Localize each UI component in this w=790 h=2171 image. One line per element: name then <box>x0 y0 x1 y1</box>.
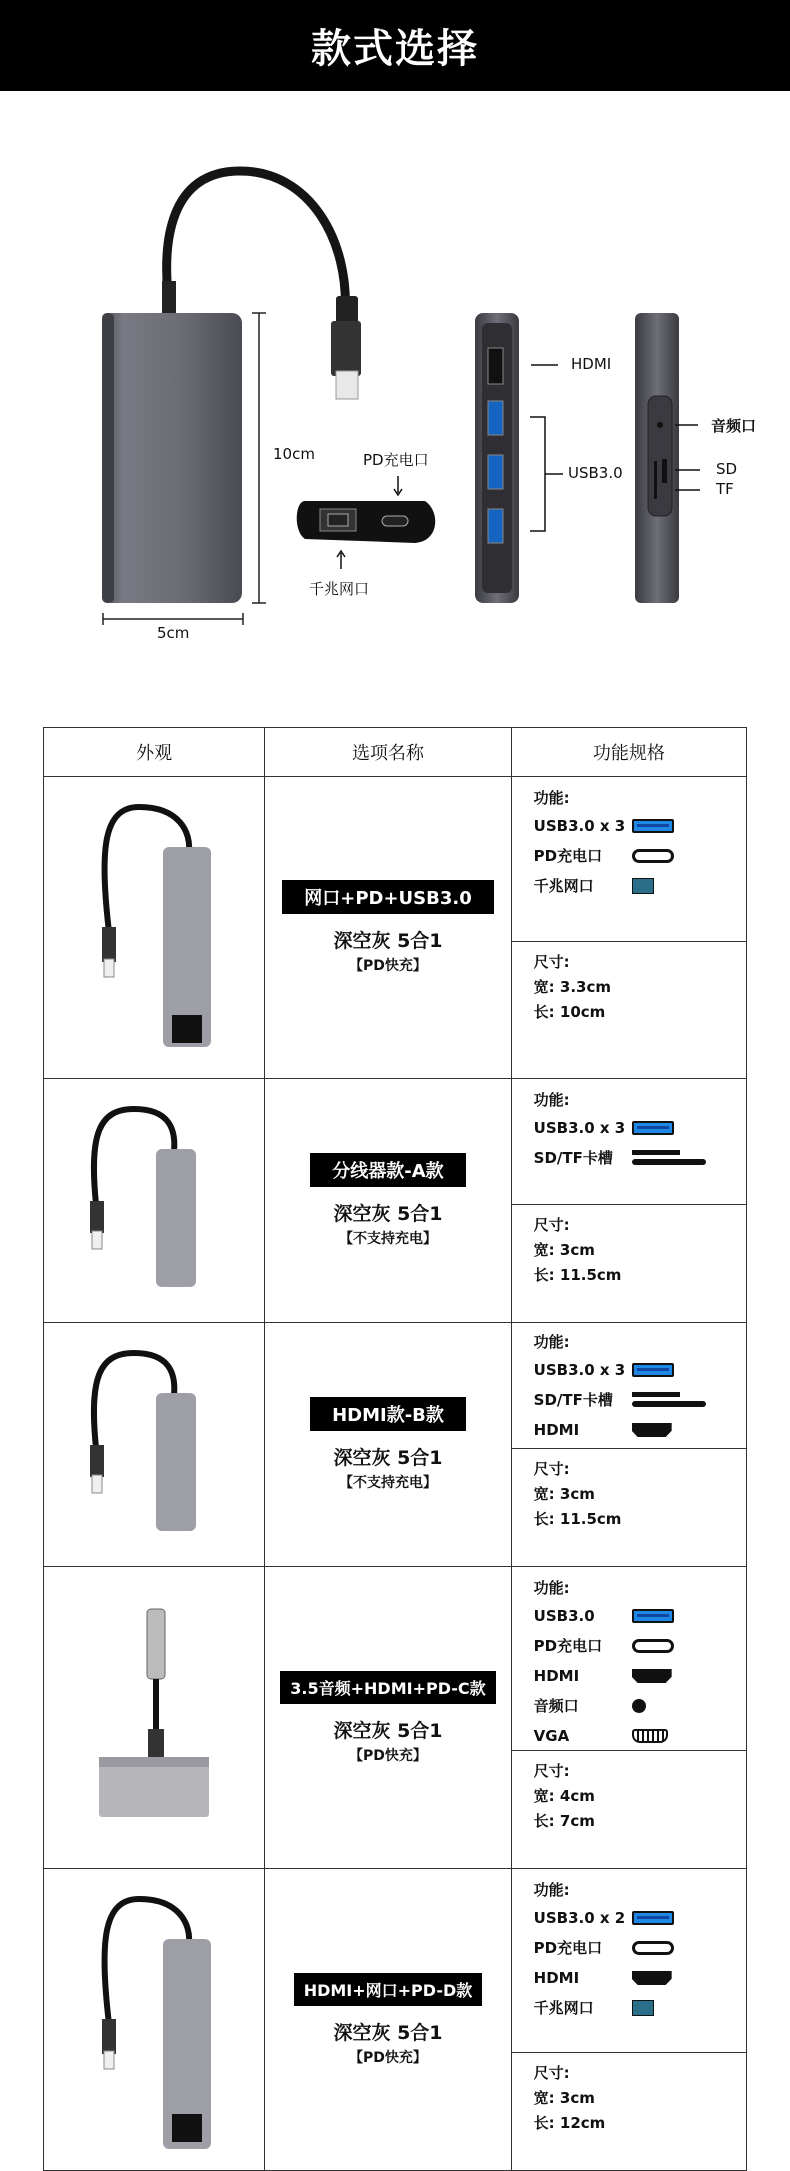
function-box <box>512 1869 746 2053</box>
option-badge: HDMI+网口+PD-D款 <box>294 1973 483 2006</box>
function-title: 功能: <box>533 789 570 807</box>
hdmi-icon <box>632 1669 672 1683</box>
hdmi-icon <box>632 1423 672 1437</box>
function-item: PD充电口 <box>534 1933 746 1963</box>
product-image <box>44 1323 263 1562</box>
function-box <box>512 1079 746 1205</box>
product-image <box>44 1869 263 2166</box>
function-item: 音频口 <box>534 1691 746 1721</box>
function-item: USB3.0 x 2 <box>534 1903 746 1933</box>
typec-icon <box>632 1941 674 1955</box>
spec-cell <box>511 1869 746 2171</box>
product-image <box>44 777 263 1074</box>
function-item: PD充电口 <box>534 1631 746 1661</box>
function-item: SD/TF卡槽 <box>534 1385 746 1415</box>
function-item: PD充电口 <box>534 841 746 871</box>
table-row <box>44 777 747 1079</box>
product-image-cell <box>44 777 265 1079</box>
spec-cell <box>511 1323 746 1567</box>
typec-icon <box>632 1639 674 1653</box>
tf-slot-label: TF <box>716 480 734 498</box>
function-box <box>512 777 746 942</box>
product-image-cell <box>44 1869 265 2171</box>
function-item: VGA <box>534 1721 746 1751</box>
charge-label: 【PD快充】 <box>349 958 427 974</box>
function-title: 功能: <box>533 1881 570 1899</box>
size-box <box>512 1449 746 1532</box>
usb-icon <box>632 1121 674 1135</box>
option-name-cell <box>265 1567 511 1869</box>
option-badge: HDMI款-B款 <box>310 1397 466 1431</box>
hub-illustration <box>0 91 790 721</box>
product-image-cell <box>44 1079 265 1323</box>
table-header-row <box>44 728 747 777</box>
function-item: SD/TF卡槽 <box>534 1143 746 1173</box>
header-spec: 功能规格 <box>511 728 746 777</box>
hdmi-port-label: HDMI <box>571 355 612 373</box>
product-image <box>44 1567 263 1864</box>
size-length: 长: 11.5cm <box>533 1266 622 1284</box>
charge-label: 【不支持充电】 <box>338 1231 437 1247</box>
function-item: USB3.0 x 3 <box>534 1113 746 1143</box>
height-dimension-label: 10cm <box>273 445 315 463</box>
lan-icon <box>632 878 654 894</box>
lan-port-label: 千兆网口 <box>309 580 370 598</box>
sd-slot-label: SD <box>716 460 738 478</box>
audio-jack-icon <box>632 1699 646 1713</box>
spec-table <box>43 727 747 2171</box>
size-title: 尺寸: <box>533 953 570 971</box>
option-name-cell <box>265 1869 511 2171</box>
size-box <box>512 2053 746 2136</box>
function-item: 千兆网口 <box>534 871 746 901</box>
table-row <box>44 1323 747 1567</box>
page-title: 款式选择 <box>311 26 479 72</box>
usb-icon <box>632 819 674 833</box>
function-item: USB3.0 x 3 <box>534 1355 746 1385</box>
size-width: 宽: 3.3cm <box>533 978 611 996</box>
size-title: 尺寸: <box>533 1762 570 1780</box>
charge-label: 【PD快充】 <box>349 2049 427 2066</box>
spec-cell <box>511 1079 746 1323</box>
header-option-name: 选项名称 <box>265 728 511 777</box>
pd-port-label: PD充电口 <box>363 451 429 469</box>
table-row <box>44 1567 747 1869</box>
lan-icon <box>632 2000 654 2016</box>
option-name-cell <box>265 1079 511 1323</box>
product-image-cell <box>44 1323 265 1567</box>
table-row <box>44 1869 747 2171</box>
size-title: 尺寸: <box>533 2064 570 2082</box>
function-item: 千兆网口 <box>534 1993 746 2023</box>
size-box <box>512 1751 746 1834</box>
product-diagram <box>0 91 790 721</box>
function-item: HDMI <box>534 1963 746 1993</box>
color-label: 深空灰 5合1 <box>333 1203 443 1225</box>
option-name-cell <box>265 1323 511 1567</box>
usb-icon <box>632 1911 674 1925</box>
size-length: 长: 10cm <box>533 1003 606 1021</box>
function-box <box>512 1567 746 1751</box>
color-label: 深空灰 5合1 <box>333 2021 443 2044</box>
header-appearance: 外观 <box>44 728 265 777</box>
usb-icon <box>632 1363 674 1377</box>
function-item: HDMI <box>534 1661 746 1691</box>
function-box <box>512 1323 746 1449</box>
option-badge: 3.5音频+HDMI+PD-C款 <box>280 1671 495 1704</box>
sd-card-icon <box>632 1392 706 1408</box>
function-item: USB3.0 x 3 <box>534 811 746 841</box>
product-image <box>44 1079 263 1318</box>
color-label: 深空灰 5合1 <box>333 1447 443 1469</box>
size-width: 宽: 3cm <box>533 1241 595 1259</box>
function-title: 功能: <box>533 1333 570 1351</box>
page-header <box>0 0 790 91</box>
size-title: 尺寸: <box>533 1216 570 1234</box>
charge-label: 【不支持充电】 <box>338 1475 437 1491</box>
option-name-cell <box>265 777 511 1079</box>
size-width: 宽: 3cm <box>533 1485 595 1503</box>
option-badge: 分线器款-A款 <box>310 1153 465 1187</box>
usb-port-label: USB3.0 <box>568 464 623 482</box>
spec-cell <box>511 777 746 1079</box>
audio-port-label: 音频口 <box>711 417 757 435</box>
usb-icon <box>632 1609 674 1623</box>
color-label: 深空灰 5合1 <box>333 930 443 952</box>
size-width: 宽: 3cm <box>533 2089 595 2107</box>
size-length: 长: 11.5cm <box>533 1510 622 1528</box>
width-dimension-label: 5cm <box>157 624 190 642</box>
size-box <box>512 1205 746 1288</box>
function-item: HDMI <box>534 1415 746 1445</box>
function-title: 功能: <box>533 1579 570 1597</box>
size-width: 宽: 4cm <box>533 1787 595 1805</box>
size-box <box>512 942 746 1025</box>
product-image-cell <box>44 1567 265 1869</box>
spec-cell <box>511 1567 746 1869</box>
option-badge: 网口+PD+USB3.0 <box>282 880 493 914</box>
color-label: 深空灰 5合1 <box>333 1719 443 1742</box>
size-length: 长: 12cm <box>533 2114 606 2132</box>
table-row <box>44 1079 747 1323</box>
hdmi-icon <box>632 1971 672 1985</box>
charge-label: 【PD快充】 <box>349 1747 427 1764</box>
sd-card-icon <box>632 1150 706 1166</box>
size-length: 长: 7cm <box>533 1812 595 1830</box>
function-item: USB3.0 <box>534 1601 746 1631</box>
function-title: 功能: <box>533 1091 570 1109</box>
vga-icon <box>632 1729 668 1743</box>
size-title: 尺寸: <box>533 1460 570 1478</box>
typec-icon <box>632 849 674 863</box>
